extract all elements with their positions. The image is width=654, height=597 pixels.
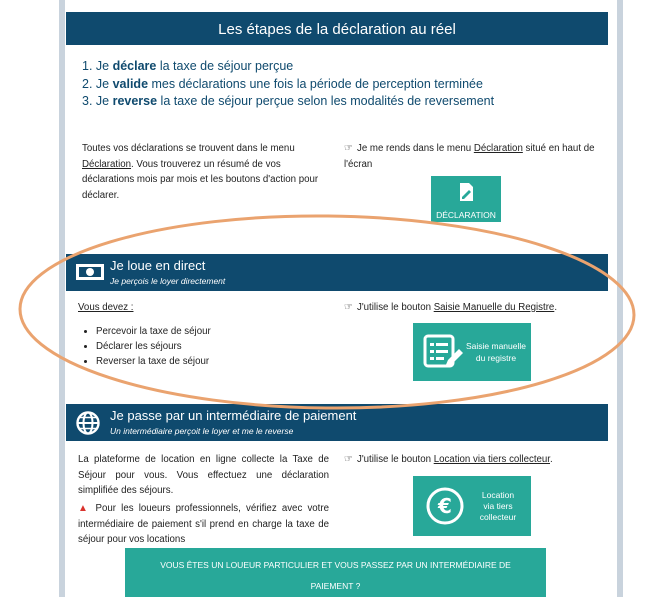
register-edit-icon (423, 334, 463, 370)
section-header-direct (66, 254, 608, 291)
banknote-icon (75, 262, 105, 282)
document-edit-icon (456, 182, 476, 202)
list-item: • Déclarer les séjours (96, 339, 211, 354)
declaration-instruction: ☞ Je me rends dans le menu Déclaration situé en haut de l'écran (344, 143, 595, 170)
pointing-hand-icon: ☞ (344, 143, 353, 154)
steps-list (82, 58, 494, 111)
declaration-menu-link[interactable]: Déclaration (82, 158, 132, 170)
list-item: • Percevoir la taxe de séjour (96, 324, 211, 339)
page-header (66, 12, 608, 45)
intermediary-description: La plateforme de location en ligne collecte la Taxe de Séjour pour vous. Vous effectuez une déclaration simplifiée des séjours. (78, 454, 329, 496)
third-party-link[interactable]: Location via tiers collecteur (433, 454, 550, 465)
must-list (82, 324, 211, 369)
pointing-hand-icon: ☞ (344, 302, 353, 313)
list-item: • Reverser la taxe de séjour (96, 354, 211, 369)
declaration-button[interactable]: DÉCLARATION (431, 176, 501, 222)
section-title-intermediary: Je passe par un intermédiaire de paiement (110, 408, 357, 423)
must-label: Vous devez : (78, 302, 134, 313)
step-2: 2. Je valide mes déclarations une fois la période de perception terminée (82, 76, 483, 91)
section-subtitle-intermediary: Un intermédiaire perçoit le loyer et me le reverse (110, 426, 294, 436)
intermediary-cta-button[interactable]: VOUS ÊTES UN LOUEUR PARTICULIER ET VOUS PASSEZ PAR UN INTERMÉDIAIRE DE PAIEMENT ? (125, 548, 546, 597)
declaration-menu-link-2[interactable]: Déclaration (473, 143, 523, 154)
section-subtitle-direct: Je perçois le loyer directement (110, 276, 226, 286)
step-1: 1. Je déclare la taxe de séjour perçue (82, 59, 294, 73)
section-title-direct: Je loue en direct (110, 258, 206, 273)
third-party-collector-button[interactable]: € Location via tiers collecteur (413, 476, 531, 536)
svg-text:€: € (438, 494, 452, 518)
pointing-hand-icon: ☞ (344, 454, 353, 465)
page-title: Les étapes de la déclaration au réel (218, 21, 456, 38)
euro-exchange-icon (425, 486, 465, 526)
professional-warning: ▲ Pour les loueurs professionnels, vérifiez avec votre intermédiaire de paiement s'il prend en charge la taxe de séjour pour vos locations (78, 503, 329, 545)
direct-instruction: ☞ J'utilise le bouton Saisie Manuelle du Registre. (344, 302, 558, 313)
manual-entry-button[interactable]: Saisie manuelle du registre (413, 323, 531, 381)
section-header-intermediary (66, 404, 608, 441)
declaration-description: Toutes vos déclarations se trouvent dans le menu Déclaration. Vous trouverez un résumé de vos déclarations mois par mois et les boutons d'action pour déclarer. (82, 143, 319, 201)
manual-entry-link[interactable]: Saisie Manuelle du Registre (433, 302, 555, 313)
warning-icon: ▲ (78, 503, 91, 514)
step-3: 3. Je reverse la taxe de séjour perçue selon les modalités de reversement (82, 94, 495, 108)
intermediary-instruction: ☞ J'utilise le bouton Location via tiers collecteur. (344, 454, 553, 465)
globe-icon (76, 411, 100, 435)
